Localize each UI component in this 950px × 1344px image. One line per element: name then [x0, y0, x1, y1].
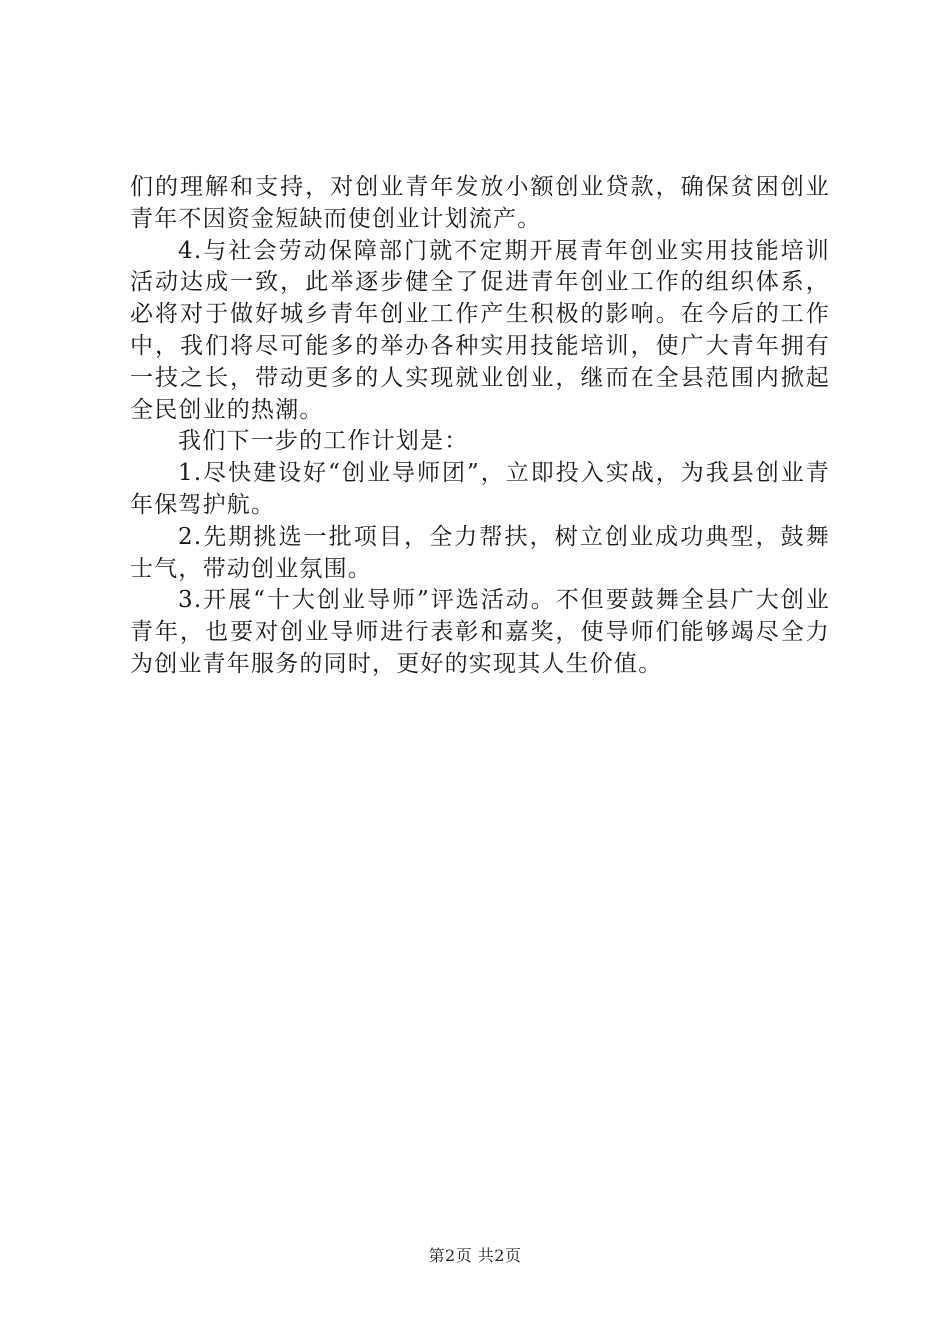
- paragraph-plan-2: 2.先期挑选一批项目，全力帮扶，树立创业成功典型，鼓舞士气，带动创业氛围。: [130, 523, 830, 582]
- page-number-footer: 第2页 共2页: [428, 1246, 522, 1265]
- paragraph-plan-intro: 我们下一步的工作计划是：: [178, 428, 469, 455]
- paragraph-continuation: 们的理解和支持，对创业青年发放小额创业贷款，确保贫困创业青年不因资金短缺而使创业计划流产。: [130, 174, 830, 232]
- paragraph-plan-3: 3.开展“十大创业导师”评选活动。不但要鼓舞全县广大创业青年，也要对创业导师进行表彰和嘉奖，使导师们能够竭尽全力为创业青年服务的同时，更好的实现其人生价值。: [130, 587, 830, 677]
- document-body: [130, 172, 830, 681]
- paragraph-plan-1: 1.尽快建设好“创业导师团”，立即投入实战，为我县创业青年保驾护航。: [130, 460, 830, 518]
- paragraph-item-4: 4.与社会劳动保障部门就不定期开展青年创业实用技能培训活动达成一致，此举逐步健全了促进青年创业工作的组织体系，必将对于做好城乡青年创业工作产生积极的影响。在今后的工作中，我们将尽可能多的举办各种实用技能培训，使广大青年拥有一技之长，带动更多的人实现就业创业，继而在全县范围内掀起全民创业的热潮。: [130, 237, 830, 423]
